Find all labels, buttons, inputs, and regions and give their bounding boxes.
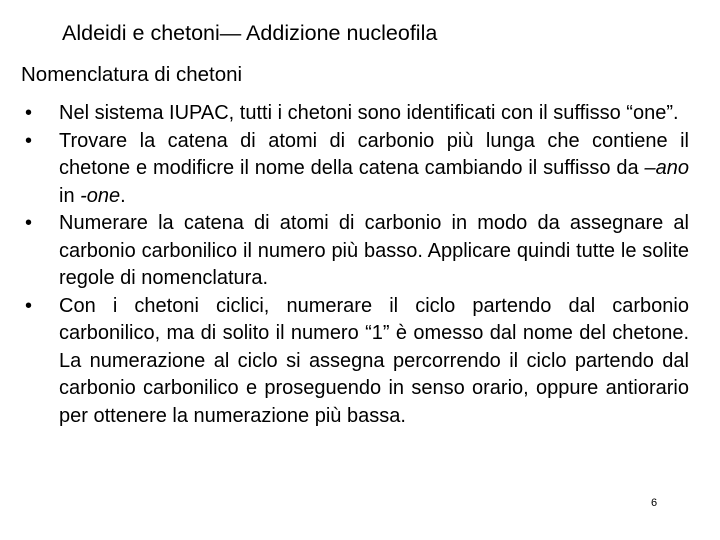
bullet-item — [25, 128, 689, 211]
slide-title: Aldeidi e chetoni— Addizione nucleofila — [62, 21, 438, 45]
text-run: Trovare la catena di atomi di carbonio più lunga che contiene il chetone e modificre il nome della catena cambiando il suffisso da — [59, 129, 689, 179]
bullet-list — [25, 100, 689, 430]
bullet-marker: • — [25, 129, 33, 152]
bullet-text — [59, 128, 689, 211]
italic-text: –ano — [644, 157, 689, 179]
bullet-text — [59, 100, 689, 128]
text-run: Nel sistema IUPAC, tutti i chetoni sono identificati con il suffisso “one”. — [59, 102, 679, 124]
bullet-marker: • — [25, 212, 33, 234]
bullet-marker: • — [25, 102, 33, 124]
bullet-item — [25, 293, 689, 431]
italic-text: -one — [80, 184, 121, 207]
bullet-item — [25, 210, 689, 293]
bullet-marker: • — [25, 294, 33, 317]
bullet-text — [59, 293, 689, 431]
text-run: Con i chetoni ciclici, numerare il ciclo partendo dal carbonio carbonilico, ma di solito il numero “1” è omesso dal nome del chetone. La numerazione al ciclo si assegna percorrendo il ciclo partendo dal carbonio carbonilico e proseguendo in senso orario, oppure antiorario per ottenere la numerazione più bassa. — [59, 294, 689, 427]
text-run: . — [120, 184, 126, 207]
text-run: in — [59, 184, 81, 207]
bullet-item — [25, 100, 689, 128]
bullet-text — [59, 210, 689, 293]
slide-number: 6 — [651, 497, 658, 509]
text-run: Numerare la catena di atomi di carbonio in modo da assegnare al carbonio carbonilico il numero più basso. Applicare quindi tutte le solite regole di nomenclatura. — [59, 212, 689, 289]
slide-subtitle: Nomenclatura di chetoni — [21, 63, 243, 86]
